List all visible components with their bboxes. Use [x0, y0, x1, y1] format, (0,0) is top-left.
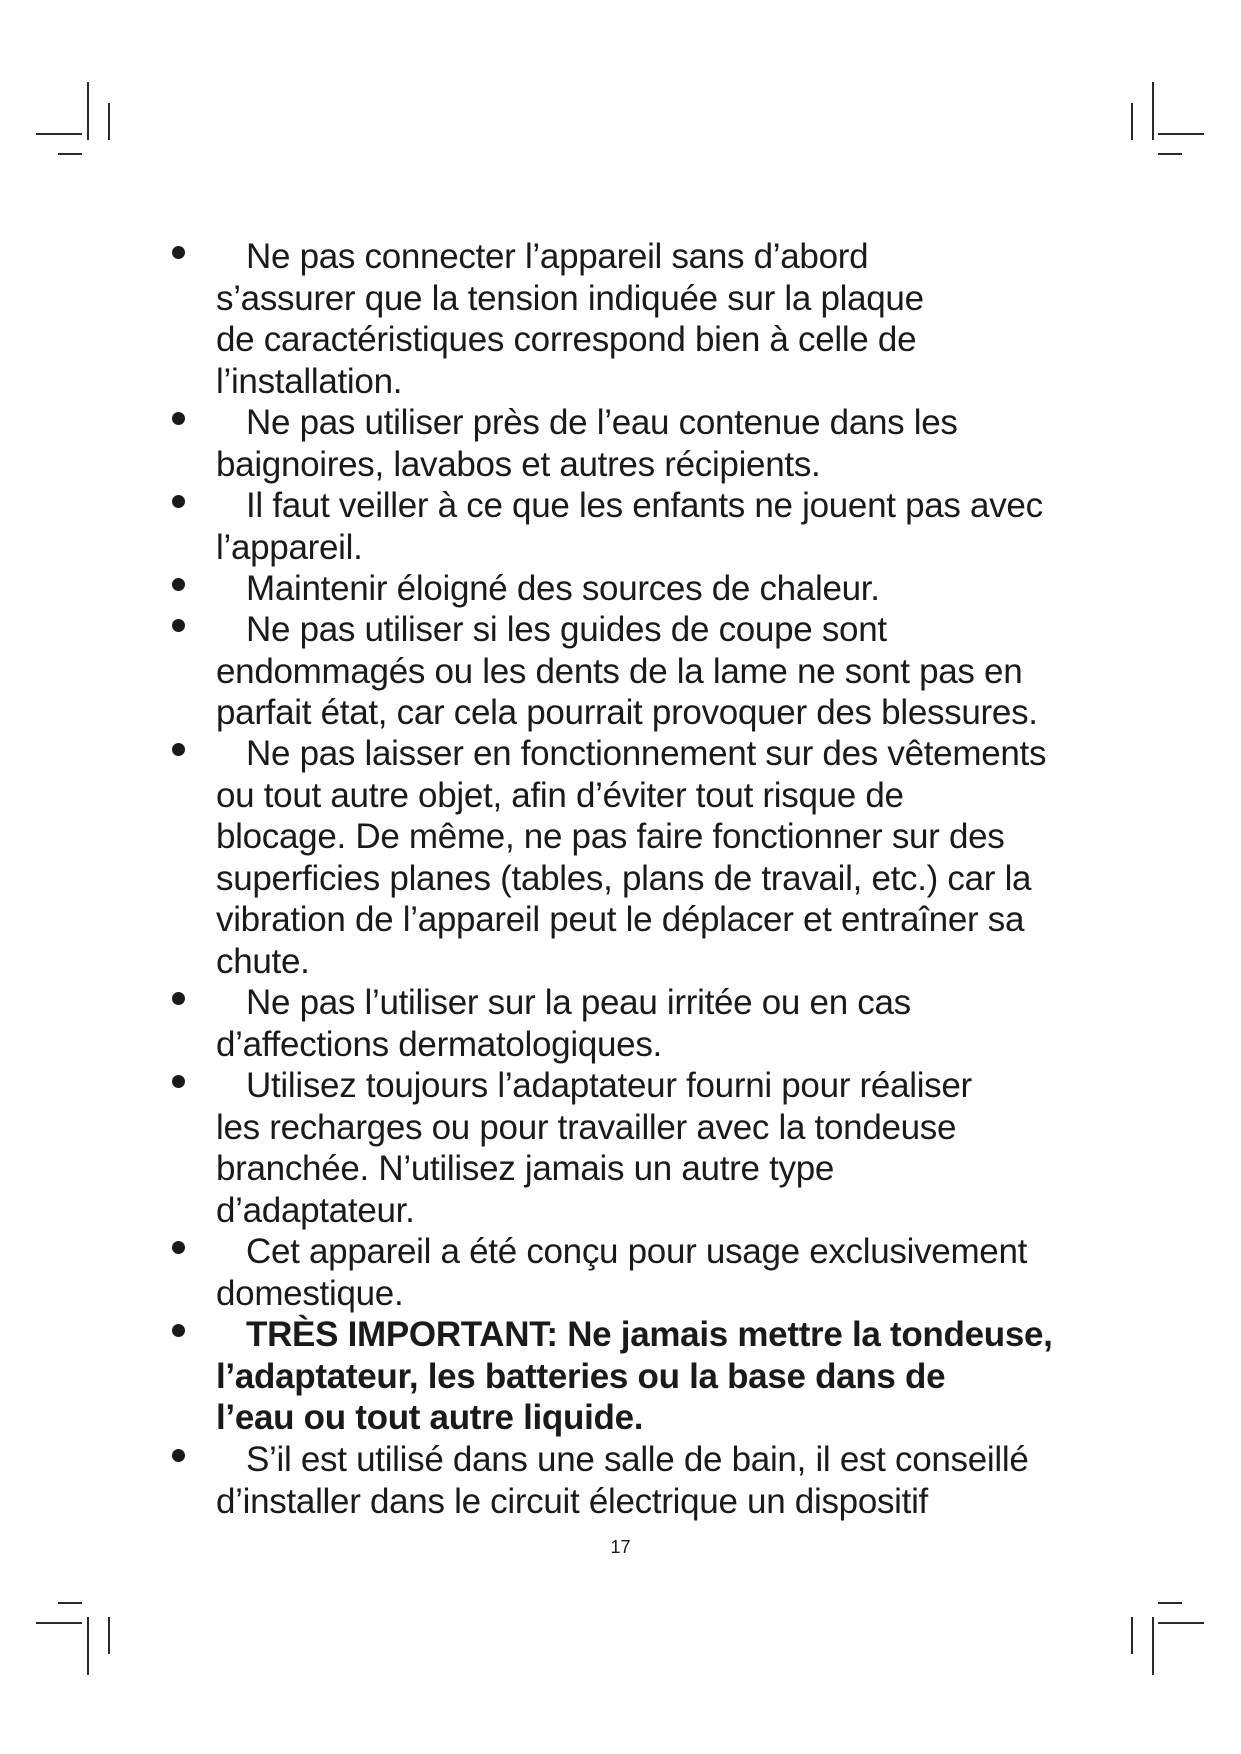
list-item-line: domestique. — [216, 1273, 404, 1313]
list-item-line: d’installer dans le circuit électrique un dispositif — [216, 1481, 928, 1521]
list-item-line: l’appareil. — [216, 527, 363, 567]
list-item-line: l’adaptateur, les batteries ou la base dans de — [216, 1356, 946, 1396]
bullet-icon — [172, 1324, 185, 1337]
list-item-line: Ne pas laisser en fonctionnement sur des vêtements — [246, 734, 1047, 773]
list-item-line: S’il est utilisé dans une salle de bain, il est conseillé — [246, 1440, 1029, 1479]
list-item-line: Ne pas utiliser près de l’eau contenue dans les — [246, 403, 958, 442]
list-item-line: d’adaptateur. — [216, 1190, 415, 1230]
list-item-line: branchée. N’utilisez jamais un autre type — [216, 1149, 835, 1188]
list-item-line: Ne pas utiliser si les guides de coupe sont — [246, 610, 887, 649]
bullet-icon — [172, 743, 185, 756]
list-item-line: parfait état, car cela pourrait provoquer des blessures. — [216, 693, 1038, 732]
list-item-line: de caractéristiques correspond bien à celle de — [216, 320, 917, 359]
list-item-line: ou tout autre objet, afin d’éviter tout risque de — [216, 775, 904, 815]
list-item-line: Maintenir éloigné des sources de chaleur. — [246, 569, 880, 608]
list-item-line: l’eau ou tout autre liquide. — [216, 1398, 644, 1437]
list-item-line: TRÈS IMPORTANT: Ne jamais mettre la tondeuse, — [246, 1315, 1053, 1354]
bullet-icon — [172, 1075, 185, 1088]
list-item-line: les recharges ou pour travailler avec la tondeuse — [216, 1107, 957, 1147]
bullet-icon — [172, 1241, 185, 1254]
list-item-line: l’installation. — [216, 361, 403, 401]
bullet-icon — [172, 619, 185, 632]
list-item-line: blocage. De même, ne pas faire fonctionner sur des — [216, 817, 1005, 856]
list-item-line: vibration de l’appareil peut le déplacer et entraîner sa — [216, 900, 1025, 939]
list-item-line: Ne pas connecter l’appareil sans d’abord — [246, 237, 869, 276]
bullet-icon — [172, 578, 185, 591]
list-item-line: d’affections dermatologiques. — [216, 1024, 662, 1064]
list-item-line: s’assurer que la tension indiquée sur la plaque — [216, 278, 924, 318]
list-item-line: Ne pas l’utiliser sur la peau irritée ou en cas — [246, 983, 911, 1022]
list-item-line: Utilisez toujours l’adaptateur fourni pour réaliser — [246, 1066, 972, 1105]
bullet-icon — [172, 1449, 185, 1462]
bullet-icon — [172, 412, 185, 425]
list-item-line: baignoires, lavabos et autres récipients. — [216, 444, 821, 484]
list-item-line: Il faut veiller à ce que les enfants ne jouent pas avec — [246, 486, 1043, 525]
bullet-icon — [172, 992, 185, 1005]
list-item-line: endommagés ou les dents de la lame ne sont pas en — [216, 651, 1023, 691]
page-number: 17 — [610, 1537, 631, 1557]
bullet-icon — [172, 495, 185, 508]
bullet-icon — [172, 246, 185, 259]
list-item-line: Cet appareil a été conçu pour usage exclusivement — [246, 1232, 1028, 1271]
list-item-line: superficies planes (tables, plans de travail, etc.) car la — [216, 858, 1032, 898]
list-item-line: chute. — [216, 941, 310, 981]
